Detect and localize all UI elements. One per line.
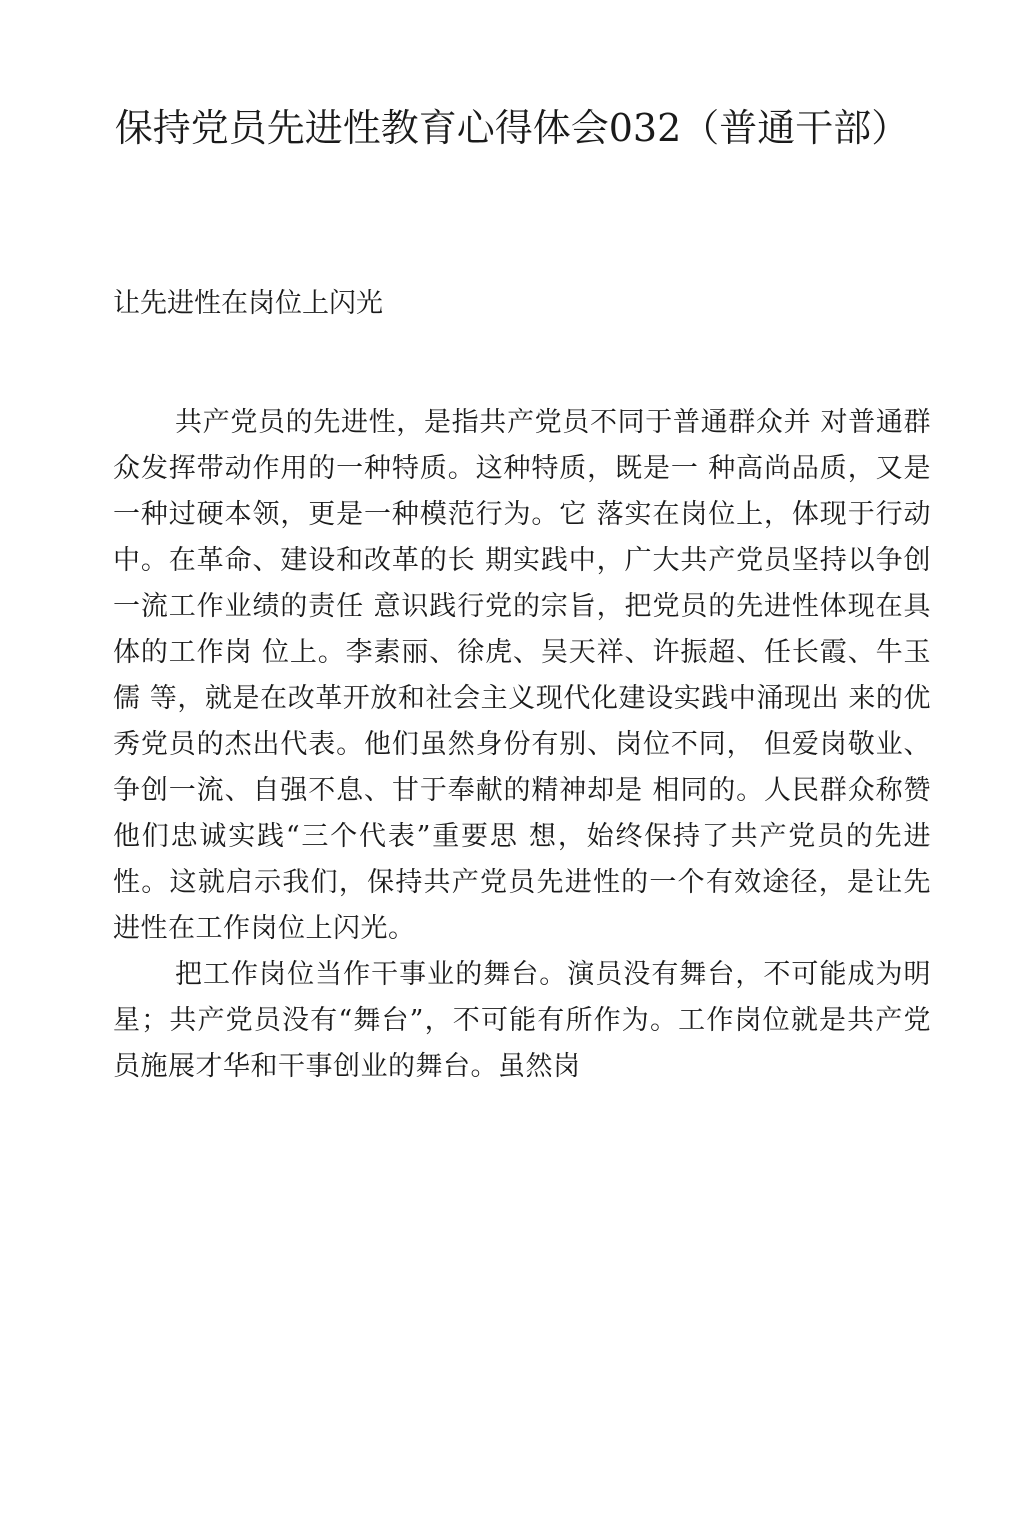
paragraph-1: 共产党员的先进性，是指共产党员不同于普通群众并 对普通群众发挥带动作用的一种特质。这种特质，既是一 种高尚品质，又是一种过硬本领，更是一种模范行为。它 落实在岗位上，体现于行动中。在革命、建设和改革的长 期实践中，广大共产党员坚持以争创一流工作业绩的责任 意识践行党的宗旨，把党员的先进性体现在具体的工作岗 位上。李素丽、徐虎、吴天祥、许振超、任长霞、牛玉儒 等，就是在改革开放和社会主义现代化建设实践中涌现出 来的优秀党员的杰出代表。他们虽然身份有别、岗位不同， 但爱岗敬业、争创一流、自强不息、甘于奉献的精神却是 相同的。人民群众称赞他们忠诚实践“三个代表”重要思 想，始终保持了共产党员的先进性。这就启示我们，保持共产党员先进性的一个有效途径，是让先进性在工作岗位上闪光。 — [113, 407, 931, 944]
document-body — [113, 400, 931, 1090]
document-subtitle: 让先进性在岗位上闪光 — [113, 288, 383, 319]
document-title: 保持党员先进性教育心得体会032（普通干部） — [114, 106, 910, 150]
paragraph-2: 把工作岗位当作干事业的舞台。演员没有舞台，不可能成为明星；共产党员没有“舞台”，不可能有所作为。工作岗位就是共产党员施展才华和干事创业的舞台。虽然岗 — [113, 959, 931, 1082]
